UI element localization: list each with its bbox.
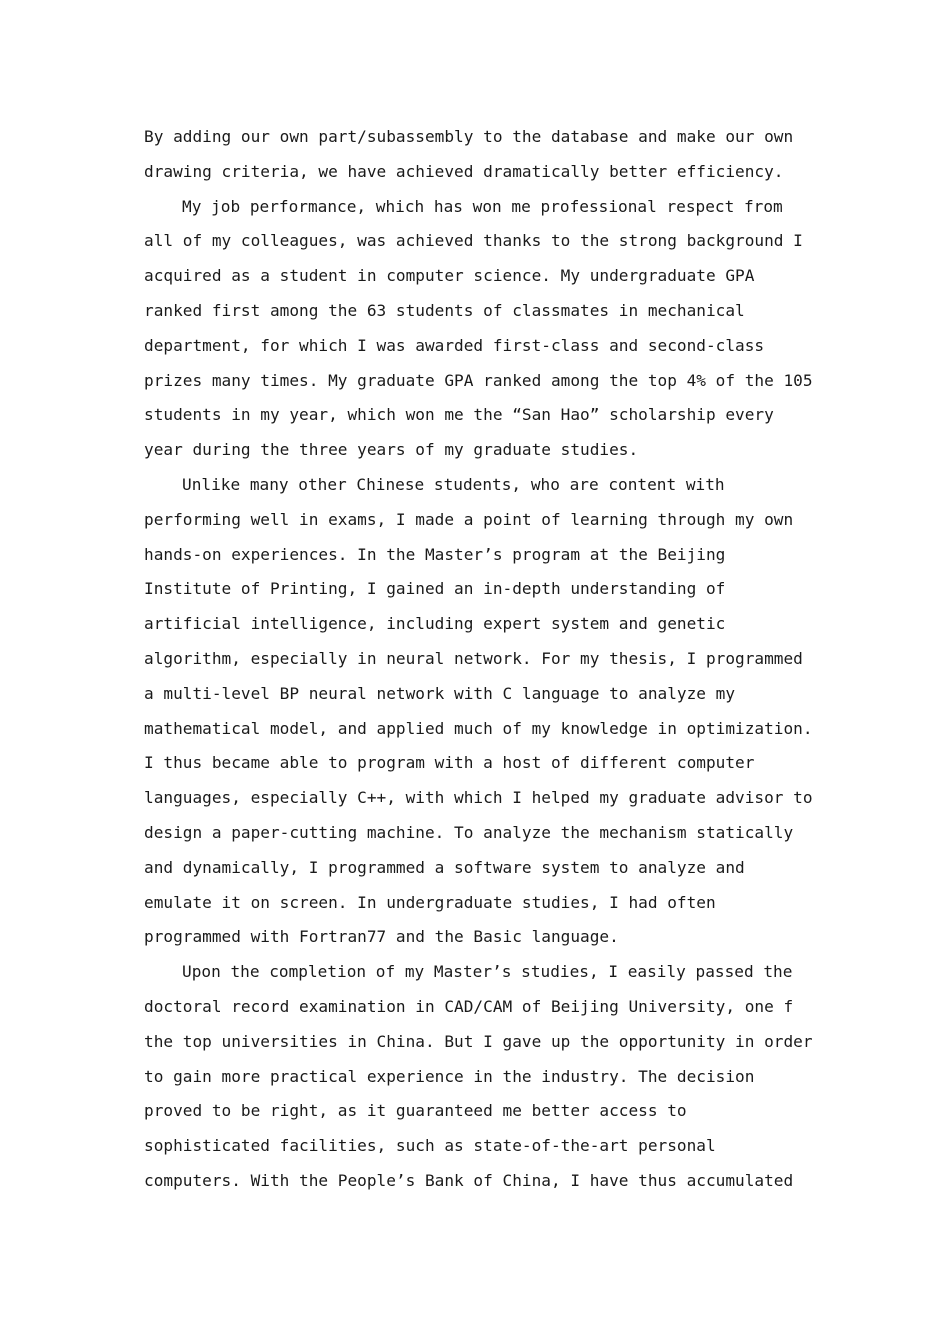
text-line: the top universities in China. But I gave up the opportunity in order	[144, 1031, 813, 1051]
text-line: to gain more practical experience in the industry. The decision	[144, 1066, 755, 1086]
text-line: acquired as a student in computer science. My undergraduate GPA	[144, 266, 755, 286]
text-line: all of my colleagues, was achieved thanks to the strong background I	[144, 231, 803, 251]
text-line: computers. With the People’s Bank of China, I have thus accumulated	[144, 1170, 794, 1190]
paragraph-first-line: Upon the completion of my Master’s studies, I easily passed the	[182, 962, 793, 982]
text-line: sophisticated facilities, such as state-of-the-art personal	[144, 1136, 716, 1156]
text-line: algorithm, especially in neural network. For my thesis, I programmed	[144, 648, 803, 668]
text-line: mathematical model, and applied much of my knowledge in optimization.	[144, 718, 813, 738]
text-line: emulate it on screen. In undergraduate studies, I had often	[144, 892, 716, 912]
text-line: ranked first among the 63 students of classmates in mechanical	[144, 300, 745, 320]
text-line: drawing criteria, we have achieved dramatically better efficiency.	[144, 161, 784, 181]
text-line: design a paper-cutting machine. To analyze the mechanism statically	[144, 822, 794, 842]
text-line: languages, especially C++, with which I helped my graduate advisor to	[144, 788, 813, 808]
text-line: and dynamically, I programmed a software system to analyze and	[144, 857, 745, 877]
text-line: programmed with Fortran77 and the Basic language.	[144, 927, 619, 947]
text-line: artificial intelligence, including expert system and genetic	[144, 614, 726, 634]
paragraph-first-line: Unlike many other Chinese students, who are content with	[182, 474, 725, 494]
text-line: prizes many times. My graduate GPA ranked among the top 4% of the 105	[144, 370, 813, 390]
text-line: students in my year, which won me the “San Hao” scholarship every	[144, 405, 774, 425]
text-line: performing well in exams, I made a point of learning through my own	[144, 509, 794, 529]
text-line: year during the three years of my graduate studies.	[144, 440, 639, 460]
body-text	[144, 120, 812, 1199]
text-line: hands-on experiences. In the Master’s program at the Beijing	[144, 544, 726, 564]
text-line: Institute of Printing, I gained an in-depth understanding of	[144, 579, 726, 599]
paragraph-first-line: My job performance, which has won me professional respect from	[182, 196, 783, 216]
text-line: By adding our own part/subassembly to the database and make our own	[144, 127, 794, 146]
text-line: doctoral record examination in CAD/CAM of Beijing University, one f	[144, 996, 794, 1016]
text-line: I thus became able to program with a host of different computer	[144, 753, 755, 773]
text-line: proved to be right, as it guaranteed me better access to	[144, 1101, 687, 1121]
text-line: department, for which I was awarded first-class and second-class	[144, 335, 765, 355]
text-line: a multi-level BP neural network with C language to analyze my	[144, 683, 736, 703]
